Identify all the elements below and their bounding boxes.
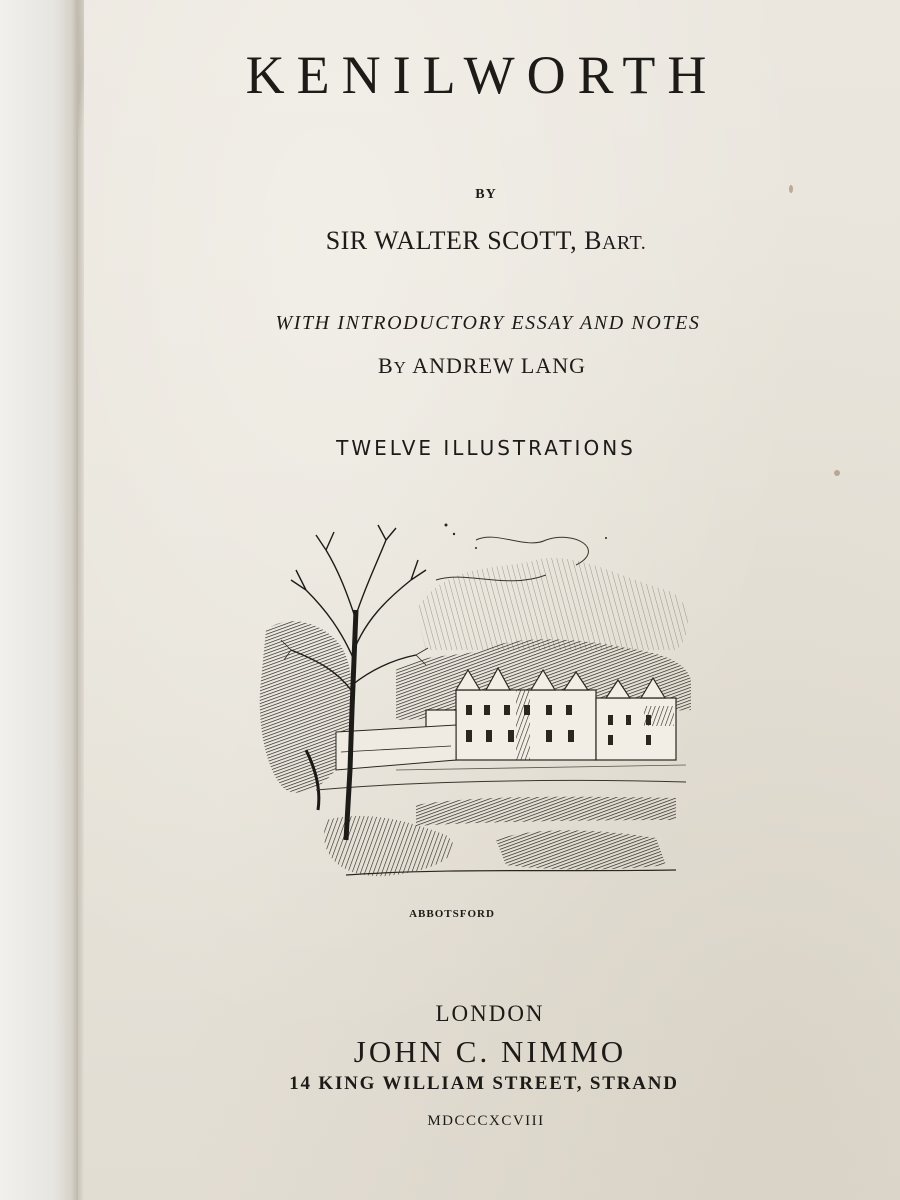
facing-page-edge: [0, 0, 78, 1200]
title-page: [84, 0, 900, 1200]
paper-foxing-spot: [789, 185, 793, 193]
paper-foxing-spot: [834, 470, 840, 476]
book-title: KENILWORTH: [245, 45, 719, 105]
editor-name: ANDREW LANG: [412, 353, 586, 378]
author-suffix-initial: B: [584, 226, 602, 255]
illustrations-line: TWELVE ILLUSTRATIONS: [336, 436, 636, 460]
imprint-address: 14 KING WILLIAM STREET, STRAND: [289, 1073, 679, 1094]
author-line: [78, 226, 894, 256]
author-name: SIR WALTER SCOTT,: [325, 226, 578, 255]
essay-line: WITH INTRODUCTORY ESSAY AND NOTES: [275, 312, 701, 334]
author-suffix-rest: ART.: [601, 232, 647, 254]
by-label: BY: [475, 187, 497, 202]
editor-line: [74, 353, 890, 379]
imprint-date: MDCCCXCVIII: [427, 1113, 545, 1129]
imprint-city: LONDON: [435, 1001, 545, 1026]
editor-by-rest: Y: [393, 358, 407, 377]
imprint-publisher: JOHN C. NIMMO: [353, 1034, 627, 1069]
abbotsford-engraving: [246, 520, 706, 900]
editor-by-initial: B: [377, 353, 394, 378]
engraving-caption: ABBOTSFORD: [409, 908, 495, 920]
